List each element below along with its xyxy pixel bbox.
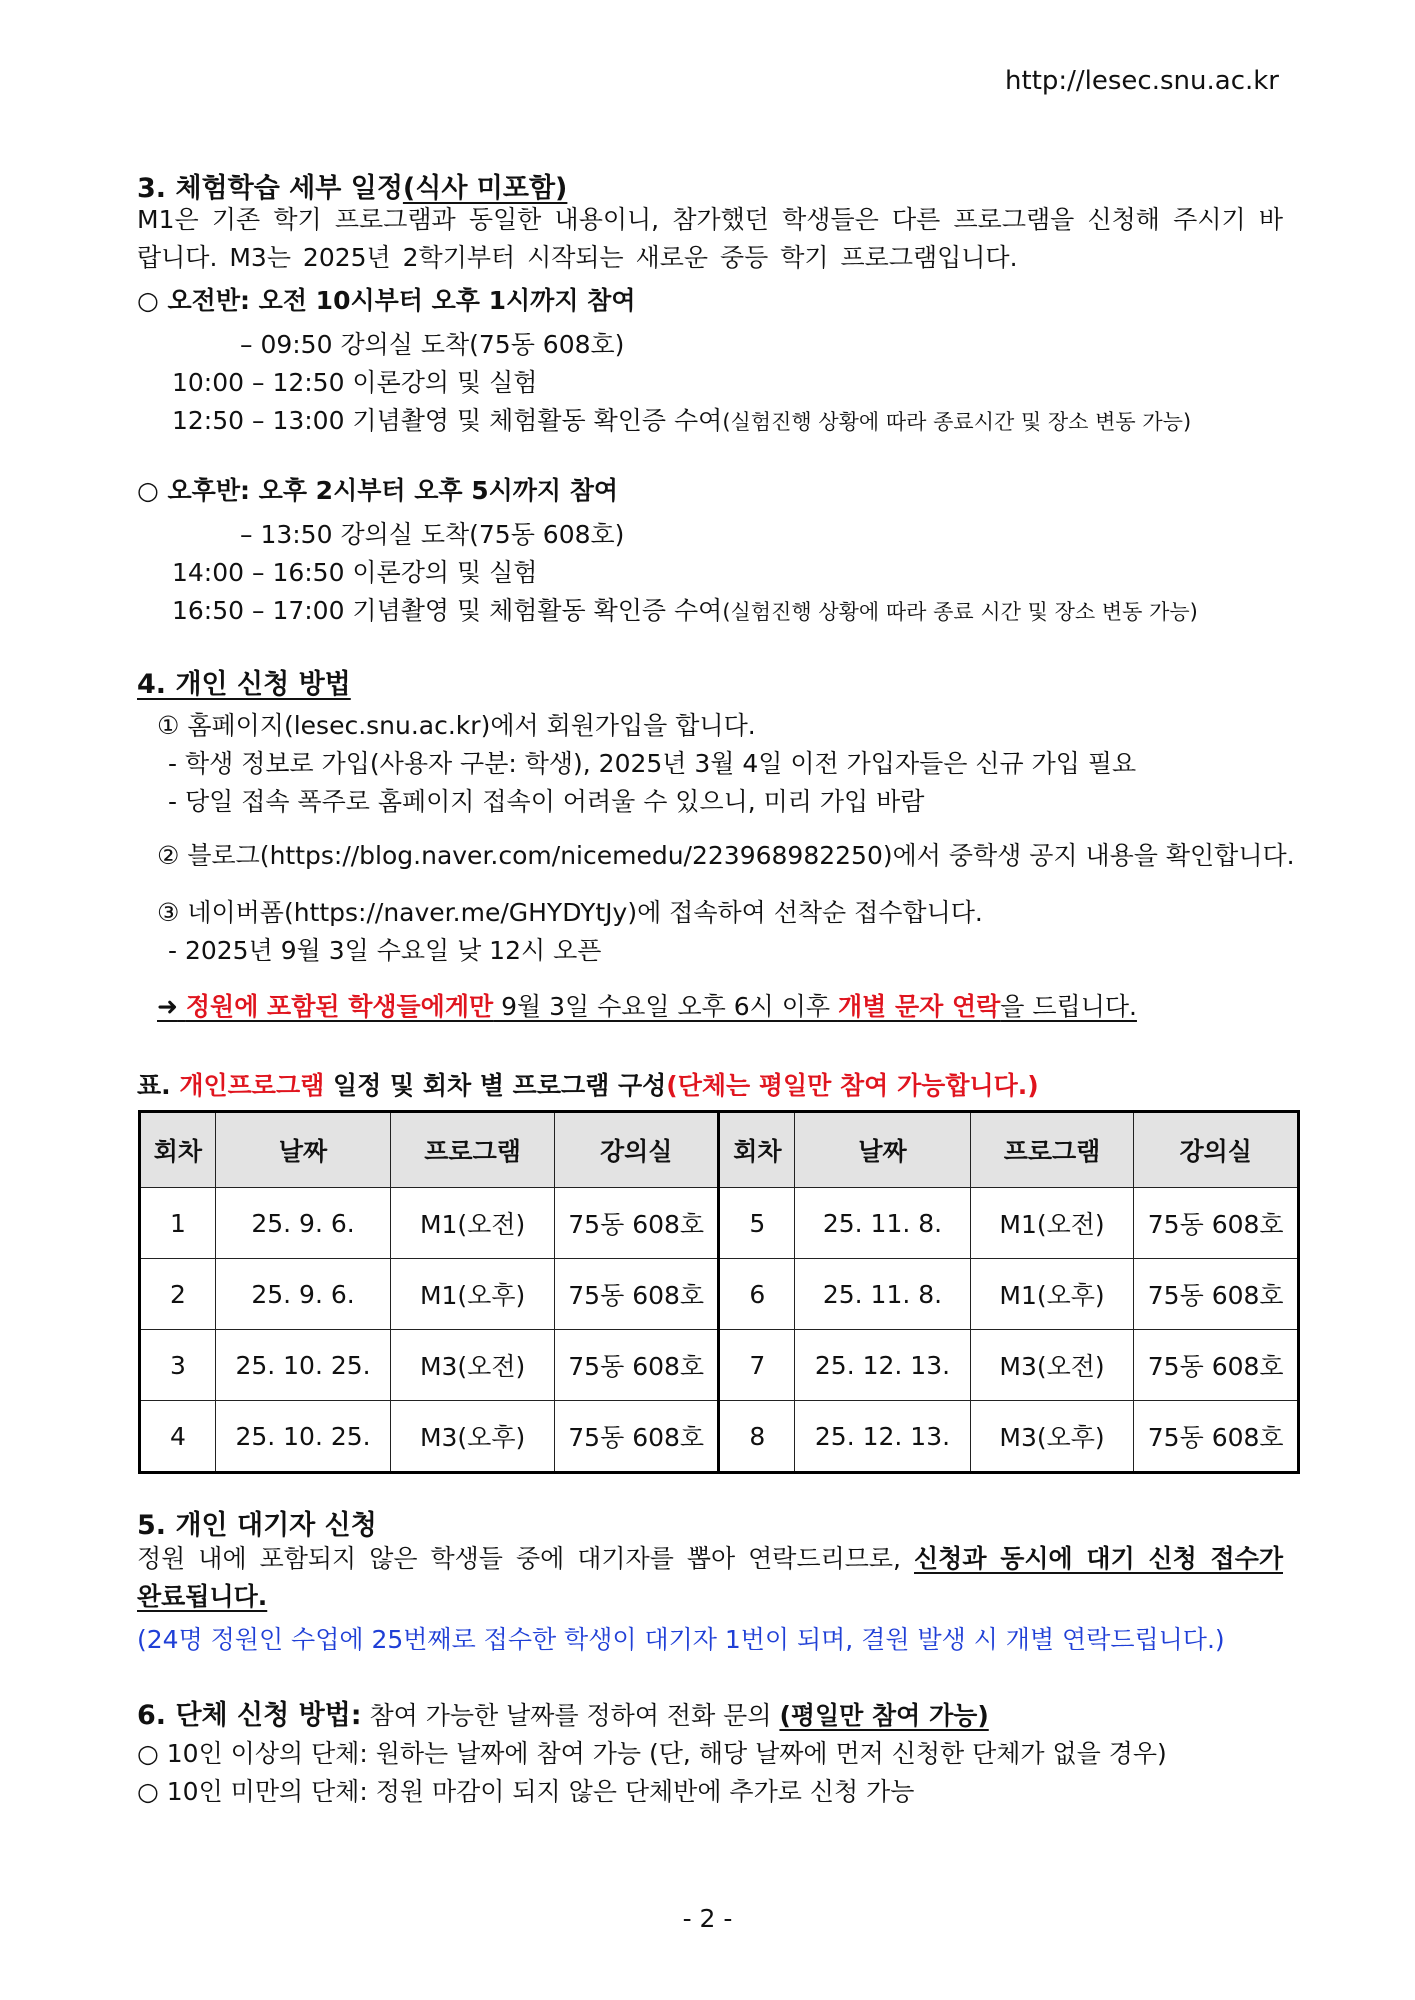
header-round: 회차 <box>140 1112 216 1188</box>
arrow-icon: ➜ <box>157 992 178 1021</box>
cell-program: M3(오후) <box>970 1401 1134 1473</box>
header-program: 프로그램 <box>391 1112 555 1188</box>
morning-title: ○ 오전반: 오전 10시부터 오후 1시까지 참여 <box>137 286 636 315</box>
cell-program: M1(오후) <box>391 1259 555 1330</box>
step1-note2: - 당일 접속 폭주로 홈페이지 접속이 어려울 수 있으니, 미리 가입 바람 <box>168 787 925 816</box>
step3-text: ③ 네이버폼(https://naver.me/GHYDYtJy)에 접속하여 선착순 접수합니다. <box>157 898 983 927</box>
cell-program: M1(오후) <box>970 1259 1134 1330</box>
page-number: - 2 - <box>682 1904 733 1933</box>
cell-program: M3(오후) <box>391 1401 555 1473</box>
cell-program: M3(오전) <box>970 1330 1134 1401</box>
afternoon-photo-text: 16:50 – 17:00 기념촬영 및 체험활동 확인증 수여 <box>172 596 723 625</box>
header-room: 강의실 <box>554 1112 719 1188</box>
section6-title <box>137 1693 989 1732</box>
step3-note: - 2025년 9월 3일 수요일 낮 12시 오픈 <box>168 936 602 965</box>
section3-intro: M1은 기존 학기 프로그램과 동일한 내용이니, 참가했던 학생들은 다른 프로그램을 신청해 주시기 바랍니다. M3는 2025년 2학기부터 시작되는 새로운 중등 학기 프로그램입니다. <box>137 205 1283 272</box>
cell-date: 25. 12. 13. <box>795 1401 970 1473</box>
cell-room: 75동 608호 <box>554 1401 719 1473</box>
cell-round: 6 <box>719 1259 795 1330</box>
section6-item2: ○ 10인 미만의 단체: 정원 마감이 되지 않은 단체반에 추가로 신청 가능 <box>137 1777 915 1806</box>
header-date: 날짜 <box>215 1112 390 1188</box>
notice-line <box>157 987 1137 1023</box>
section3-title-main: 3. 체험학습 세부 일정 <box>137 173 403 204</box>
header-date: 날짜 <box>795 1112 970 1188</box>
cell-round: 5 <box>719 1188 795 1259</box>
section6-title-rest: 참여 가능한 날짜를 정하여 전화 문의 <box>361 1701 780 1730</box>
cell-date: 25. 10. 25. <box>215 1401 390 1473</box>
cell-date: 25. 9. 6. <box>215 1259 390 1330</box>
section3-title-note: (식사 미포함) <box>402 173 568 204</box>
morning-lecture: 10:00 – 12:50 이론강의 및 실험 <box>172 368 538 397</box>
notice-end: 을 드립니다. <box>1000 992 1137 1021</box>
cell-date: 25. 9. 6. <box>215 1188 390 1259</box>
cell-date: 25. 11. 8. <box>795 1259 970 1330</box>
morning-arrival: – 09:50 강의실 도착(75동 608호) <box>240 330 625 359</box>
section6-item1: ○ 10인 이상의 단체: 원하는 날짜에 참여 가능 (단, 해당 날짜에 먼저 신청한 단체가 없을 경우) <box>137 1739 1167 1768</box>
step2-text: ② 블로그(https://blog.naver.com/nicemedu/223968982250)에서 중학생 공지 내용을 확인합니다. <box>157 841 1295 870</box>
table-row <box>140 1259 1299 1330</box>
table-row <box>140 1188 1299 1259</box>
cell-room: 75동 608호 <box>554 1188 719 1259</box>
section4-title: 4. 개인 신청 방법 <box>137 669 351 700</box>
table-row <box>140 1330 1299 1401</box>
section5-body-plain: 정원 내에 포함되지 않은 학생들 중에 대기자를 뽑아 연락드리므로, <box>137 1544 915 1573</box>
cell-date: 25. 11. 8. <box>795 1188 970 1259</box>
afternoon-title: ○ 오후반: 오후 2시부터 오후 5시까지 참여 <box>137 476 619 505</box>
cell-round: 8 <box>719 1401 795 1473</box>
section5-body-bold: 신청과 동시에 대기 신청 접수가 완료됩니다. <box>137 1544 1283 1611</box>
section5-note: (24명 정원인 수업에 25번째로 접수한 학생이 대기자 1번이 되며, 결원 발생 시 개별 연락드립니다.) <box>137 1625 1225 1654</box>
step1-note1: - 학생 정보로 가입(사용자 구분: 학생), 2025년 3월 4일 이전 가입자들은 신규 가입 필요 <box>168 749 1137 778</box>
cell-round: 3 <box>140 1330 216 1401</box>
cell-round: 1 <box>140 1188 216 1259</box>
morning-photo <box>172 401 1191 437</box>
step1-text: ① 홈페이지(lesec.snu.ac.kr)에서 회원가입을 합니다. <box>157 711 756 740</box>
section3-title <box>137 166 567 205</box>
header-url: http://lesec.snu.ac.kr <box>1005 66 1279 96</box>
cell-room: 75동 608호 <box>1134 1259 1299 1330</box>
header-round: 회차 <box>719 1112 795 1188</box>
cell-round: 4 <box>140 1401 216 1473</box>
table-caption-red1: 개인프로그램 <box>179 1071 325 1100</box>
section6-title-main: 6. 단체 신청 방법: <box>137 1700 362 1731</box>
notice-highlight-2: 개별 문자 연락 <box>837 992 1001 1021</box>
notice-highlight-1: 정원에 포함된 학생들에게만 <box>185 992 494 1021</box>
cell-room: 75동 608호 <box>554 1330 719 1401</box>
afternoon-photo-note: (실험진행 상황에 따라 종료 시간 및 장소 변동 가능) <box>722 600 1198 624</box>
morning-photo-text: 12:50 – 13:00 기념촬영 및 체험활동 확인증 수여 <box>172 406 723 435</box>
cell-date: 25. 10. 25. <box>215 1330 390 1401</box>
cell-round: 2 <box>140 1259 216 1330</box>
schedule-table <box>138 1110 1300 1474</box>
cell-program: M1(오전) <box>391 1188 555 1259</box>
afternoon-photo <box>172 591 1198 627</box>
table-caption <box>137 1066 1039 1102</box>
cell-program: M3(오전) <box>391 1330 555 1401</box>
table-caption-prefix: 표. <box>137 1071 180 1100</box>
table-header-row <box>140 1112 1299 1188</box>
table-row <box>140 1401 1299 1473</box>
notice-middle: 9월 3일 수요일 오후 6시 이후 <box>493 992 838 1021</box>
cell-date: 25. 12. 13. <box>795 1330 970 1401</box>
section5-body <box>137 1540 1283 1616</box>
afternoon-lecture: 14:00 – 16:50 이론강의 및 실험 <box>172 558 538 587</box>
cell-room: 75동 608호 <box>554 1259 719 1330</box>
morning-photo-note: (실험진행 상황에 따라 종료시간 및 장소 변동 가능) <box>722 410 1192 434</box>
cell-room: 75동 608호 <box>1134 1188 1299 1259</box>
table-caption-red2: (단체는 평일만 참여 가능합니다.) <box>666 1071 1039 1100</box>
cell-room: 75동 608호 <box>1134 1401 1299 1473</box>
table-caption-mid: 일정 및 회차 별 프로그램 구성 <box>324 1071 667 1100</box>
afternoon-arrival: – 13:50 강의실 도착(75동 608호) <box>240 520 625 549</box>
header-program: 프로그램 <box>970 1112 1134 1188</box>
section5-title: 5. 개인 대기자 신청 <box>137 1510 377 1541</box>
section6-title-bold: (평일만 참여 가능) <box>779 1701 989 1730</box>
cell-program: M1(오전) <box>970 1188 1134 1259</box>
header-room: 강의실 <box>1134 1112 1299 1188</box>
cell-round: 7 <box>719 1330 795 1401</box>
cell-room: 75동 608호 <box>1134 1330 1299 1401</box>
